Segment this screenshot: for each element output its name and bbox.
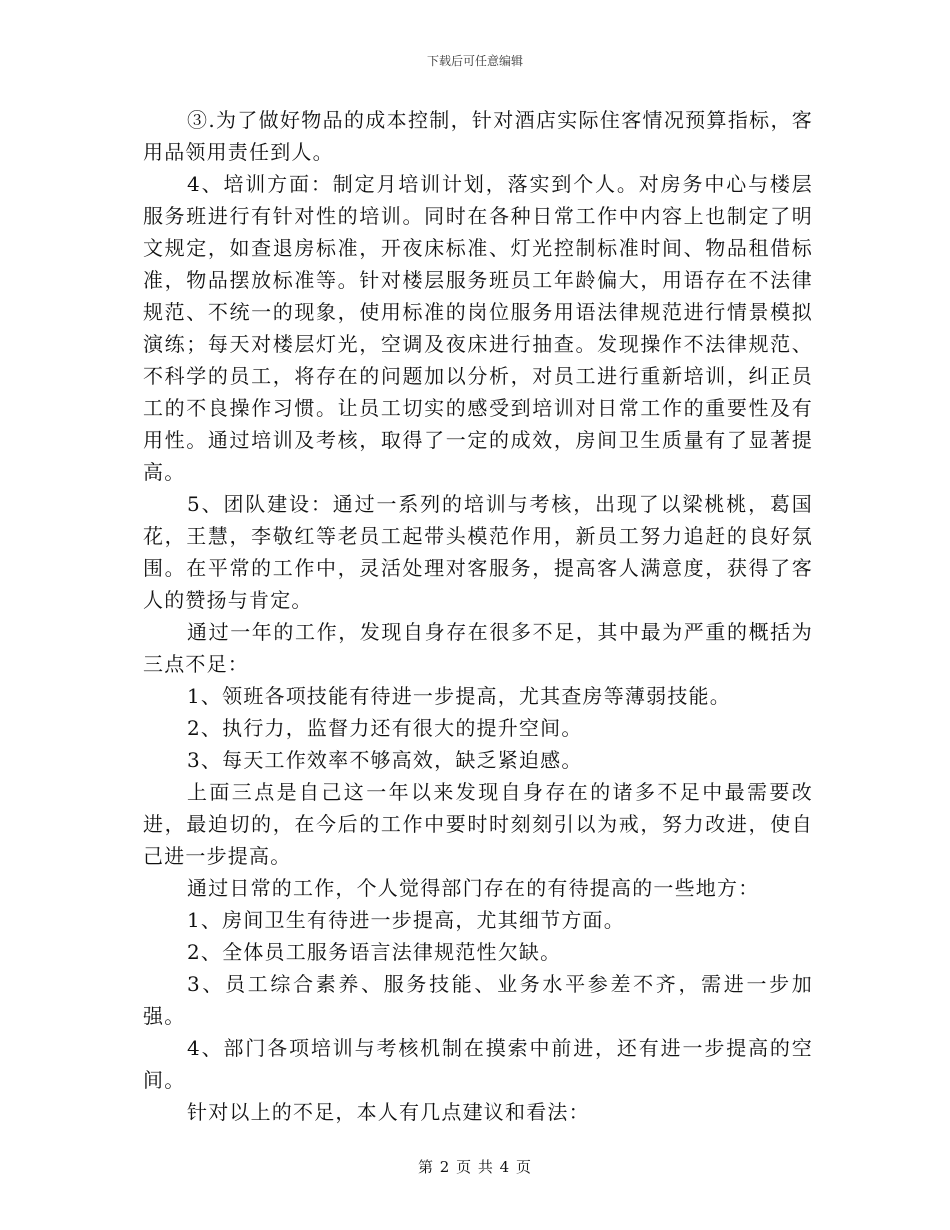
paragraph-suggestions-intro: 针对以上的不足，本人有几点建议和看法： <box>187 1100 590 1124</box>
list-item-department-3: 3、员工综合素养、服务技能、业务水平参差不齐，需进一步加强。 <box>143 972 813 1028</box>
paragraph-cost-control: ③.为了做好物品的成本控制，针对酒店实际住客情况预算指标，客用品领用责任到人。 <box>143 108 813 164</box>
paragraph-team-building: 5、团队建设：通过一系列的培训与考核，出现了以梁桃桃，葛国花，王慧，李敬红等老员工起带头模范作用，新员工努力追赶的良好氛围。在平常的工作中，灵活处理对客服务，提高客人满意度，获得了客人的赞扬与肯定。 <box>143 492 813 612</box>
paragraph-department-intro: 通过日常的工作，个人觉得部门存在的有待提高的一些地方： <box>187 876 760 900</box>
list-item-shortcoming-3: 3、每天工作效率不够高效，缺乏紧迫感。 <box>187 748 583 772</box>
paragraph-improvement: 上面三点是自己这一年以来发现自身存在的诸多不足中最需要改进，最迫切的，在今后的工作中要时时刻刻引以为戒，努力改进，使自己进一步提高。 <box>143 780 813 868</box>
page-footer: 第 2 页 共 4 页 <box>418 1158 532 1176</box>
paragraph-self-shortcomings-intro: 通过一年的工作，发现自身存在很多不足，其中最为严重的概括为三点不足： <box>143 620 813 676</box>
document-body <box>143 104 813 1128</box>
list-item-department-4: 4、部门各项培训与考核机制在摸索中前进，还有进一步提高的空间。 <box>143 1036 813 1092</box>
list-item-shortcoming-2: 2、执行力，监督力还有很大的提升空间。 <box>187 716 583 740</box>
list-item-shortcoming-1: 1、领班各项技能有待进一步提高，尤其查房等薄弱技能。 <box>187 684 731 708</box>
paragraph-training: 4、培训方面：制定月培训计划，落实到个人。对房务中心与楼层服务班进行有针对性的培训。同时在各种日常工作中内容上也制定了明文规定，如查退房标准，开夜床标准、灯光控制标准时间、物品租借标准，物品摆放标准等。针对楼层服务班员工年龄偏大，用语存在不法律规范、不统一的现象，使用标准的岗位服务用语法律规范进行情景模拟演练；每天对楼层灯光，空调及夜床进行抽查。发现操作不法律规范、不科学的员工，将存在的问题加以分析，对员工进行重新培训，纠正员工的不良操作习惯。让员工切实的感受到培训对日常工作的重要性及有用性。通过培训及考核，取得了一定的成效，房间卫生质量有了显著提高。 <box>143 172 813 484</box>
list-item-department-1: 1、房间卫生有待进一步提高，尤其细节方面。 <box>187 908 625 932</box>
page-header: 下载后可任意编辑 <box>426 54 523 68</box>
list-item-department-2: 2、全体员工服务语言法律规范性欠缺。 <box>187 940 562 964</box>
